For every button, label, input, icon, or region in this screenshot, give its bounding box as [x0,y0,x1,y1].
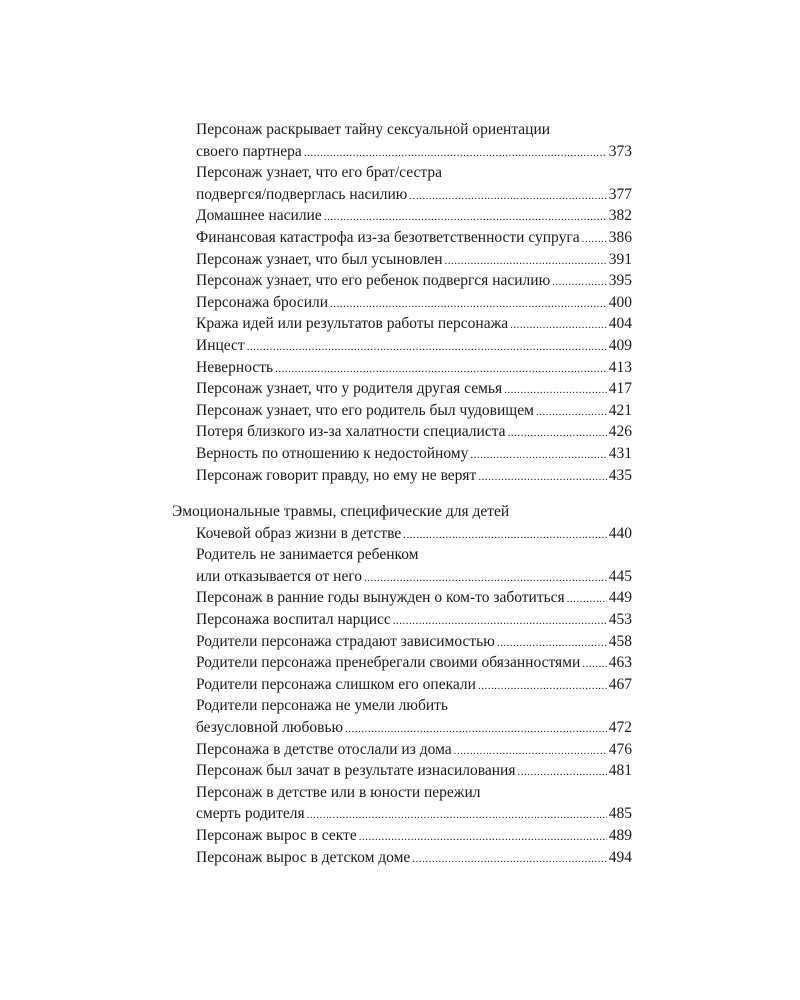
toc-entry-line [172,587,632,609]
toc-entry-line [172,205,632,227]
page-number: 440 [608,524,632,542]
toc-entry[interactable] [172,119,632,162]
toc-entry-title-line: Персонаж раскрывает тайну сексуальной ориентации [196,121,551,138]
toc-entry-title: Персонаж узнает, что его родитель был чудовищем [196,401,534,419]
page-number: 382 [608,207,632,225]
page-number: 494 [608,848,632,866]
page-number: 400 [608,293,632,311]
toc-entry[interactable] [172,695,632,738]
toc-entry[interactable] [172,825,632,847]
toc-entry-title: Неверность [196,358,274,376]
dot-leader [393,611,607,631]
toc-entry[interactable] [172,400,632,422]
toc-entry-line [172,652,632,674]
toc-entry[interactable] [172,674,632,696]
toc-entry[interactable] [172,227,632,249]
page-number: 391 [608,250,632,268]
dot-leader [517,762,606,782]
toc-entry-title: Родители персонажа слишком его опекали [196,675,476,693]
dot-leader [510,315,607,335]
toc-entry-title: Кочевой образ жизни в детстве [196,524,402,542]
toc-entry[interactable] [172,357,632,379]
toc-entry-title: Персонаж в ранние годы вынужден о ком-то заботиться [196,589,565,607]
dot-leader [504,380,607,400]
toc-entry-line [172,335,632,357]
toc-entry-title: Персонаж был зачат в результате изнасилования [196,762,516,780]
toc-entry-title-line: Персонаж в детстве или в юности пережил [196,783,481,801]
dot-leader [324,207,607,227]
toc-entry-line [172,803,632,825]
toc-entry-line [172,249,632,271]
toc-entry-title: Домашнее насилие [196,207,322,225]
toc-entry-title: своего партнера [196,142,302,160]
page-number: 481 [608,762,632,780]
toc-entry-line [172,184,632,206]
toc-entry-line [172,674,632,696]
toc-entry[interactable] [172,544,632,587]
page-number: 485 [608,805,632,823]
toc-entry-line [172,739,632,761]
dot-leader [582,654,606,674]
toc-entry-title: Персонаж узнает, что у родителя другая семья [196,380,503,398]
toc-entry-title: Персонаж узнает, что его ребенок подвергся насилию [196,272,551,290]
toc-group-child-traumas [172,523,632,869]
toc-entry-line [172,825,632,847]
toc-entry-title: Персонаж вырос в секте [196,827,357,844]
dot-leader [445,251,607,271]
toc-entry-title-line: Родители персонажа не умели любить [196,697,448,715]
dot-leader [345,719,607,739]
dot-leader [478,467,606,487]
toc-entry-line [172,141,632,163]
toc-entry-title: Персонаж узнает, что был усыновлен [196,250,443,268]
toc-entry-line [172,357,632,379]
page-number: 467 [608,675,632,693]
toc-entry-title-line: Персонаж узнает, что его брат/сестра [196,164,442,182]
page-number: 409 [608,336,632,354]
toc-entry-title: Родители персонажа страдают зависимостью [196,632,495,650]
toc-entry-line [172,443,632,465]
toc-entry-line [172,313,632,335]
dot-leader [582,229,607,249]
dot-leader [403,525,606,545]
page-number: 421 [608,401,632,419]
toc-entry[interactable] [172,587,632,609]
toc-entry[interactable] [172,760,632,782]
toc-entry-line [172,566,632,588]
page-number: 472 [608,719,632,737]
toc-entry[interactable] [172,378,632,400]
toc-entry-title: или отказывается от него [196,567,363,585]
section-spacer [172,486,632,501]
toc-group-adult-traumas [172,119,632,486]
toc-entry[interactable] [172,205,632,227]
page-number: 458 [608,632,632,650]
page-number: 404 [608,315,632,333]
dot-leader [454,741,607,761]
toc-entry[interactable] [172,292,632,314]
toc-entry[interactable] [172,631,632,653]
toc-entry-title: Финансовая катастрофа из-за безответственности супруга [196,228,580,246]
page-number: 395 [608,272,632,290]
toc-entry-title: Потеря близкого из-за халатности специалиста [196,423,506,441]
toc-entry-title: Персонажа в детстве отослали из дома [196,740,452,758]
dot-leader [275,359,607,379]
toc-entry-title: Персонажа воспитал нарцисс [196,611,391,629]
page-number: 373 [608,142,632,160]
toc-entry-title: Инцест [196,336,245,354]
page-number: 377 [608,185,632,203]
toc-entry[interactable] [172,739,632,761]
toc-entry-line [172,847,632,869]
dot-leader [330,294,607,314]
toc-entry-title: Персонаж говорит правду, но ему не верят [196,466,477,484]
dot-leader [552,272,607,292]
toc-entry-title: Верность по отношению к недостойному [196,444,469,462]
toc-entry-line [172,292,632,314]
dot-leader [307,805,607,825]
toc-entry[interactable] [172,335,632,357]
page-number: 386 [608,228,632,246]
page-number: 417 [608,380,632,398]
page-number: 445 [608,567,632,585]
toc-entry-line [172,523,632,545]
toc-entry-title: смерть родителя [196,805,305,823]
page-number: 426 [608,423,632,441]
toc-entry[interactable] [172,523,632,545]
toc-entry-line [172,270,632,292]
toc-entry-title: Родители персонажа пренебрегали своими обязанностями [196,654,581,672]
toc-entry[interactable] [172,782,632,825]
toc-entry[interactable] [172,465,632,487]
page-number: 435 [608,466,632,484]
dot-leader [412,849,606,869]
toc-entry[interactable] [172,652,632,674]
page-number: 413 [608,358,632,376]
toc-entry[interactable] [172,609,632,631]
toc-entry[interactable] [172,847,632,869]
toc-entry[interactable] [172,443,632,465]
table-of-contents [172,119,632,868]
toc-entry-line [172,631,632,653]
page-number: 431 [608,444,632,462]
toc-entry-line [172,609,632,631]
dot-leader [409,186,606,206]
toc-entry-line [172,717,632,739]
dot-leader [497,633,607,653]
toc-entry[interactable] [172,162,632,205]
dot-leader [247,337,607,357]
page-number: 476 [608,740,632,758]
toc-entry-title: Персонаж вырос в детском доме [196,848,411,866]
dot-leader [470,445,606,465]
dot-leader [508,423,607,443]
toc-entry[interactable] [172,313,632,335]
toc-entry-line [172,400,632,422]
page-number: 453 [608,611,632,629]
toc-entry-line [172,465,632,487]
toc-entry-line [172,760,632,782]
dot-leader [536,402,607,422]
dot-leader [304,143,607,163]
section-heading: Эмоциональные травмы, специфические для детей [172,503,510,521]
toc-entry-title: Кража идей или результатов работы персонажа [196,315,509,333]
page-number: 449 [608,589,632,607]
toc-entry[interactable] [172,249,632,271]
dot-leader [359,827,607,847]
toc-entry-title: безусловной любовью [196,719,344,737]
page-number: 489 [608,827,632,844]
toc-entry-line [172,378,632,400]
toc-entry-title: подвергся/подверглась насилию [196,185,408,203]
toc-entry[interactable] [172,270,632,292]
dot-leader [567,589,607,609]
toc-entry-line [172,421,632,443]
toc-entry-title-line: Родитель не занимается ребенком [196,546,419,564]
toc-entry-line [172,227,632,249]
toc-entry[interactable] [172,421,632,443]
dot-leader [364,568,607,588]
page-number: 463 [608,654,632,672]
toc-entry-title: Персонажа бросили [196,293,329,311]
dot-leader [478,676,607,696]
